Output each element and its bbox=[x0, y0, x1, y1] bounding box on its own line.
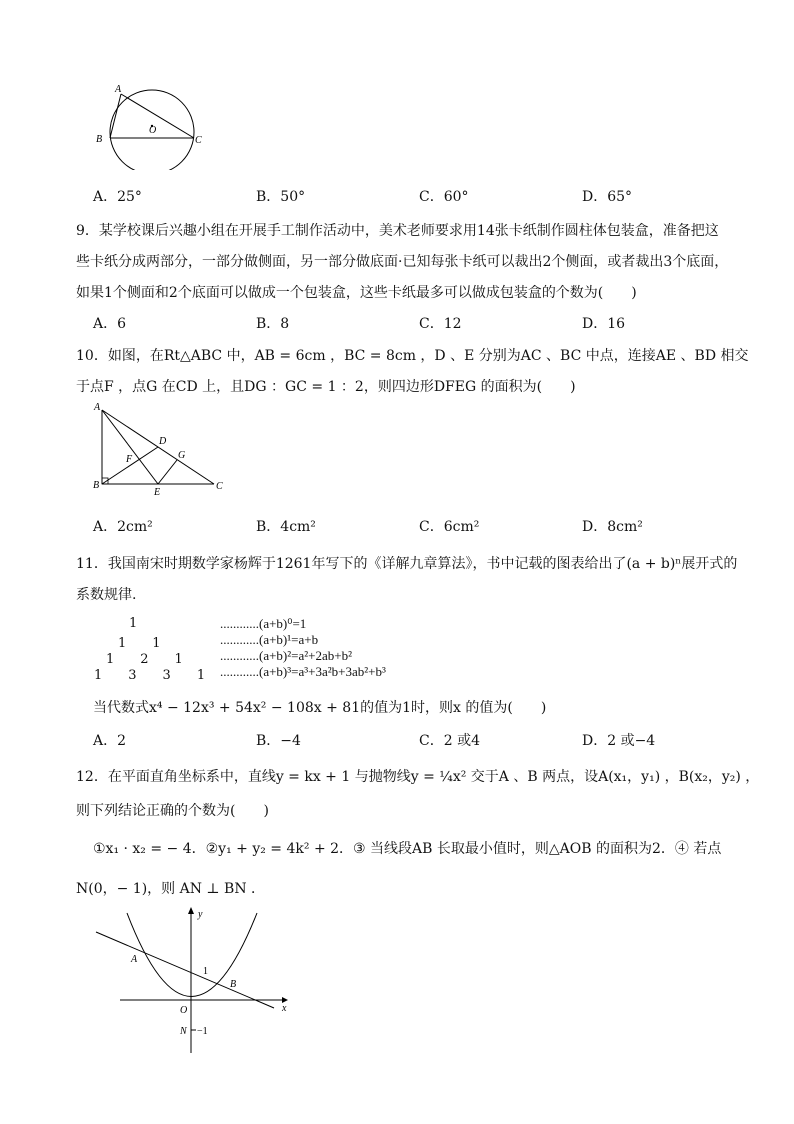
q12-label-y: y bbox=[198, 909, 203, 920]
expansion-row-1: ............(a+b)¹=a+b bbox=[220, 632, 319, 647]
q10-triangle-figure bbox=[92, 400, 232, 500]
q12-label-o: O bbox=[180, 1005, 188, 1016]
pascal-row-3: 1 3 3 1 bbox=[94, 668, 206, 683]
q12-label-one: 1 bbox=[203, 966, 208, 977]
q12-label-a: A bbox=[131, 954, 138, 965]
q12-stem-line-2: 则下列结论正确的个数为( ) bbox=[76, 803, 269, 819]
q8-circle-figure bbox=[94, 82, 214, 170]
q9-option-d: D．16 bbox=[582, 316, 626, 332]
q8-segment-ab bbox=[110, 94, 121, 138]
q8-label-b: B bbox=[96, 134, 103, 145]
q8-label-o: O bbox=[149, 125, 157, 136]
q9-option-a: A．6 bbox=[93, 316, 127, 332]
q12-y-axis-arrow bbox=[188, 907, 194, 914]
q9-option-b: B．8 bbox=[256, 316, 290, 332]
q12-label-n: N bbox=[180, 1026, 187, 1037]
q10-stem-line-1: 10．如图，在Rt△ABC 中，AB = 6cm ，BC = 8cm ，D 、E 分别为AC 、BC 中点，连接AE 、BD 相交 bbox=[76, 348, 749, 364]
q11-stem-line-1: 11．我国南宋时期数学家杨辉于1261年写下的《详解九章算法》，书中记载的图表给出了(a + b)ⁿ展开式的 bbox=[76, 556, 738, 572]
expansion-row-2: ............(a+b)²=a²+2ab+b² bbox=[220, 648, 352, 663]
q10-label-d: D bbox=[159, 436, 167, 447]
q9-stem-line-1: 9．某学校课后兴趣小组在开展手工制作活动中，美术老师要求用14张卡纸制作圆柱体包装盒，准备把这 bbox=[76, 223, 719, 239]
q12-label-b: B bbox=[230, 979, 237, 990]
pascal-row-1: 1 1 bbox=[118, 636, 161, 651]
q10-segment-eg bbox=[158, 460, 177, 484]
q12-stem-line-1: 12．在平面直角坐标系中，直线y = kx + 1 与抛物线y = ¼x² 交于A 、B 两点，设A(x₁，y₁) ，B(x₂，y₂) ， bbox=[76, 769, 760, 785]
q11-option-a: A．2 bbox=[93, 733, 127, 749]
q10-label-e: E bbox=[154, 487, 161, 498]
q11-option-b: B．−4 bbox=[256, 733, 301, 749]
q12-graph-figure bbox=[92, 905, 292, 1055]
pascal-row-2: 1 2 1 bbox=[106, 652, 183, 667]
q10-stem-line-2: 于点F ，点G 在CD 上，且DG ：GC = 1 ：2，则四边形DFEG 的面积为( ) bbox=[76, 379, 576, 395]
pascal-row-0: 1 bbox=[129, 616, 138, 631]
q9-stem-line-3: 如果1个侧面和2个底面可以做成一个包装盒，这些卡纸最多可以做成包装盒的个数为( ) bbox=[76, 285, 637, 301]
q10-segment-ae bbox=[102, 410, 158, 484]
q11-option-c: C．2 或4 bbox=[419, 733, 480, 749]
q10-segment-bd bbox=[102, 447, 158, 484]
q8-option-d: D．65° bbox=[582, 189, 633, 205]
q9-stem-line-2: 些卡纸分成两部分，一部分做侧面，另一部分做底面·已知每张卡纸可以裁出2个侧面，或者裁出3个底面， bbox=[76, 254, 729, 270]
q11-question: 当代数式x⁴ − 12x³ + 54x² − 108x + 81的值为1时，则x 的值为( ) bbox=[93, 700, 547, 716]
q12-label-minus-one: −1 bbox=[197, 1026, 208, 1037]
q12-conclusions-line-2: N(0，− 1)，则 AN ⊥ BN ． bbox=[76, 881, 266, 897]
q10-label-a: A bbox=[94, 402, 101, 413]
q10-option-a: A．2cm² bbox=[93, 519, 153, 535]
q10-option-d: D．8cm² bbox=[582, 519, 643, 535]
q12-conclusions-line-1: ①x₁ · x₂ = − 4．②y₁ + y₂ = 4k² + 2．③ 当线段AB 长取最小值时，则△AOB 的面积为2．④ 若点 bbox=[93, 841, 722, 857]
q8-option-a: A．25° bbox=[93, 189, 142, 205]
q12-label-x: x bbox=[282, 1003, 287, 1014]
q11-stem-line-2: 系数规律. bbox=[76, 587, 137, 603]
q10-option-c: C．6cm² bbox=[419, 519, 480, 535]
q9-option-c: C．12 bbox=[419, 316, 462, 332]
q11-option-d: D．2 或−4 bbox=[582, 733, 656, 749]
q10-label-f: F bbox=[126, 454, 133, 465]
q8-option-c: C．60° bbox=[419, 189, 469, 205]
expansion-row-0: ............(a+b)⁰=1 bbox=[220, 616, 307, 631]
q10-label-b: B bbox=[93, 480, 100, 491]
q10-label-c: C bbox=[216, 481, 223, 492]
q8-label-c: C bbox=[195, 135, 202, 146]
q8-option-b: B．50° bbox=[256, 189, 306, 205]
expansion-row-3: ............(a+b)³=a³+3a²b+3ab²+b³ bbox=[220, 664, 386, 679]
q8-segment-ac bbox=[121, 94, 194, 138]
q10-option-b: B．4cm² bbox=[256, 519, 316, 535]
q8-label-a: A bbox=[115, 84, 122, 95]
q12-parabola bbox=[127, 913, 257, 997]
q12-line bbox=[96, 932, 274, 1008]
q10-label-g: G bbox=[178, 450, 186, 461]
